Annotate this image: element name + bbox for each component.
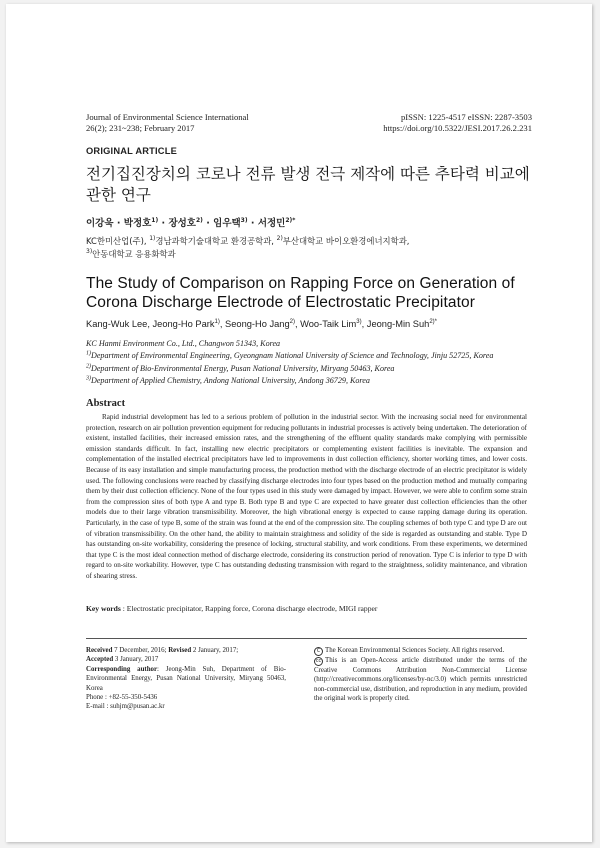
affiliation-line (86, 248, 546, 261)
author-name: , Jeong-Min Suh (361, 319, 430, 329)
author-name: Jeong-Ho Park (152, 319, 215, 329)
english-title-line: The Study of Comparison on Rapping Force on Generation of (86, 275, 515, 292)
author-affil-mark: 2)* (429, 318, 438, 325)
keywords-label: Key words (86, 604, 121, 613)
journal-identifiers (383, 112, 532, 134)
author-name: 임우택 (213, 218, 241, 229)
author-affil-mark: 1) (151, 216, 159, 224)
author-name: 장성호 (168, 218, 196, 229)
english-affiliations (86, 338, 556, 387)
affil-mark: 2) (276, 235, 283, 243)
revised-label: Revised (168, 647, 192, 654)
english-title (86, 274, 556, 312)
author-name: Kang-Wuk Lee, (86, 319, 153, 329)
separator: · (113, 218, 124, 229)
separator: · (158, 218, 169, 229)
copyright-line (314, 646, 527, 656)
corresponding-text: : Jeong-Min Suh, Department of Bio-Environmental Energy, Pusan National University, Miryang 50463, Korea (86, 665, 286, 692)
keywords-text: : Electrostatic precipitator, Rapping force, Corona discharge electrode, MIGI rapper (120, 604, 378, 613)
journal-info (86, 112, 249, 134)
author-affil-mark: 3) (240, 216, 248, 224)
affil-mark: 1) (86, 350, 91, 357)
journal-issn: pISSN: 1225-4517 eISSN: 2287-3503 (400, 112, 532, 122)
creative-commons-icon: cc (315, 659, 322, 664)
affiliation-text: Department of Environmental Engineering, Gyeongnam National University of Science and Technology, Jinju 52725, Korea (91, 351, 494, 361)
affil-mark: 3) (86, 248, 93, 256)
korean-title-line: 전기집진장치의 코로나 전류 발생 전극 제작에 따른 추타력 비교에 (86, 165, 530, 183)
affiliation-line: KC Hanmi Environment Co., Ltd., Changwon 51343, Korea (86, 339, 281, 348)
affiliation-text: KC한미산업(주), (86, 236, 150, 246)
journal-citation: 26(2); 231~238; February 2017 (86, 123, 195, 133)
affiliation-text: Department of Applied Chemistry, Andong National University, Andong 36729, Korea (91, 375, 370, 385)
author-affil-mark: 2)* (285, 216, 296, 224)
affiliation-text: Department of Bio-Environmental Energy, Pusan National University, Miryang 50463, Korea (91, 363, 395, 373)
korean-authors (86, 215, 295, 229)
affil-mark: 2) (86, 362, 91, 369)
korean-affiliations (86, 235, 546, 261)
copyright-notice (314, 646, 527, 704)
author-name: , Woo-Taik Lim (294, 319, 357, 329)
license-text: This is an Open-Access article distributed under the terms of the Creative Commons Attribution Non-Commercial License (http://creativecommons.org/licenses/by-nc/3.0) which permits unrestricted non-commercial use, distribution, and reproduction in any medium, provided the original work is properly cited. (314, 657, 527, 703)
article-history (86, 646, 286, 712)
author-name: 이강욱 (86, 218, 114, 229)
history-line (86, 655, 286, 664)
affiliation-line (86, 375, 556, 387)
received-date: 7 December, 2016; (112, 647, 169, 654)
author-affil-mark: 3) (356, 318, 362, 325)
accepted-date: 3 January, 2017 (113, 656, 159, 664)
footnote-divider (86, 638, 527, 639)
korean-title-line: 관한 연구 (86, 186, 151, 204)
author-name: 박정호 (123, 218, 152, 229)
author-name: 서정민 (257, 218, 286, 229)
affiliation-line (86, 363, 556, 375)
copyright-text: The Korean Environmental Sciences Society. All rights reserved. (325, 647, 505, 654)
received-label: Received (86, 647, 113, 654)
journal-doi[interactable]: https://doi.org/10.5322/JESI.2017.26.2.231 (383, 123, 532, 133)
affiliation-line (86, 235, 546, 248)
accepted-label: Accepted (86, 656, 114, 664)
phone: Phone : +82-55-350-5436 (86, 694, 158, 702)
abstract-text: Rapid industrial development has led to a serious problem of pollution in the industrial sector. With the increasing social need for environmental protection, research on air pollution prevention equipment for reducing pollutants in industrial processes is actively being undertaken. The deterioration of existent, installed facilities, their increased emission rates, and the strengthening of the effluent quality standards make complying with permissible emission standards difficult. In fact, installing new electric precipitators or complementing existent facilities is inevitable. The expansion and complementation of the installed electrical precipitators have led to improvements in dust collection efficiency, shorter working times, and lower costs. Because of its easy installation and simple manufacturing process, the production method with the discharge electrode of an electric precipitator is widely used. The following conclusions were reached by classifying discharge electrodes into four types based on the production method and mutually comparing them by their dust collection efficiency. None of the four types used in this study were damaged by impact. However, we were able to confirm some strain from the compression sites of both type A and type B. Both type B and type C are expected to have greater dust collection efficiencies than the other models due to their large vibration transmissibility. Moreover, the high vibrational energy is expected to cause rapping damage during its operation. Particularly, in the case of type B, some of the strain was found at the end of the compression site. The coupling schemes of both type C and type D are out of vibration transmissibility. On the other hand, the ability to maintain straightness and solidity of the side is regarded as outstanding and stable. Type D has outstanding on-site workability, considering the presence of locking, structural stability, and work conditions. From these experiments, we determined that type C is the most ideal connection method of discharge electrode, considering its construction period of renovation. Type C is inferior to type D with regard to on-site workability. However, type C has outstanding dedusting transmission with regard to the straightness, solidity maintenance, and vibration of shearing stress. (86, 413, 527, 580)
affiliation-text: 안동대학교 응용화학과 (92, 249, 176, 259)
author-affil-mark: 1) (214, 318, 220, 325)
license-line (314, 656, 527, 704)
english-authors (86, 319, 437, 329)
affil-mark: 1) (149, 235, 156, 243)
abstract-heading: Abstract (86, 398, 126, 409)
affiliation-text: 부산대학교 바이오환경에너지학과, (282, 236, 410, 246)
affil-mark: 3) (86, 375, 91, 382)
paper-page (6, 4, 592, 842)
email[interactable]: E-mail : suhjm@pusan.ac.kr (86, 703, 165, 711)
keywords (86, 604, 527, 613)
corresponding-label: Corresponding author (86, 665, 158, 673)
affiliation-line (86, 350, 556, 362)
korean-title (86, 164, 556, 206)
history-line (86, 646, 286, 655)
author-affil-mark: 2) (195, 216, 203, 224)
author-affil-mark: 2) (289, 318, 295, 325)
english-title-line: Corona Discharge Electrode of Electrostatic Precipitator (86, 294, 475, 311)
article-type: ORIGINAL ARTICLE (86, 146, 178, 156)
affiliation-text: 경남과학기술대학교 환경공학과, (155, 236, 277, 246)
separator: · (202, 218, 214, 229)
separator: · (247, 218, 258, 229)
corresponding-author (86, 665, 286, 693)
copyright-icon: C (314, 647, 323, 656)
author-name: , Seong-Ho Jang (219, 319, 290, 329)
revised-date: 2 January, 2017; (191, 647, 239, 654)
journal-name: Journal of Environmental Science International (86, 112, 249, 122)
